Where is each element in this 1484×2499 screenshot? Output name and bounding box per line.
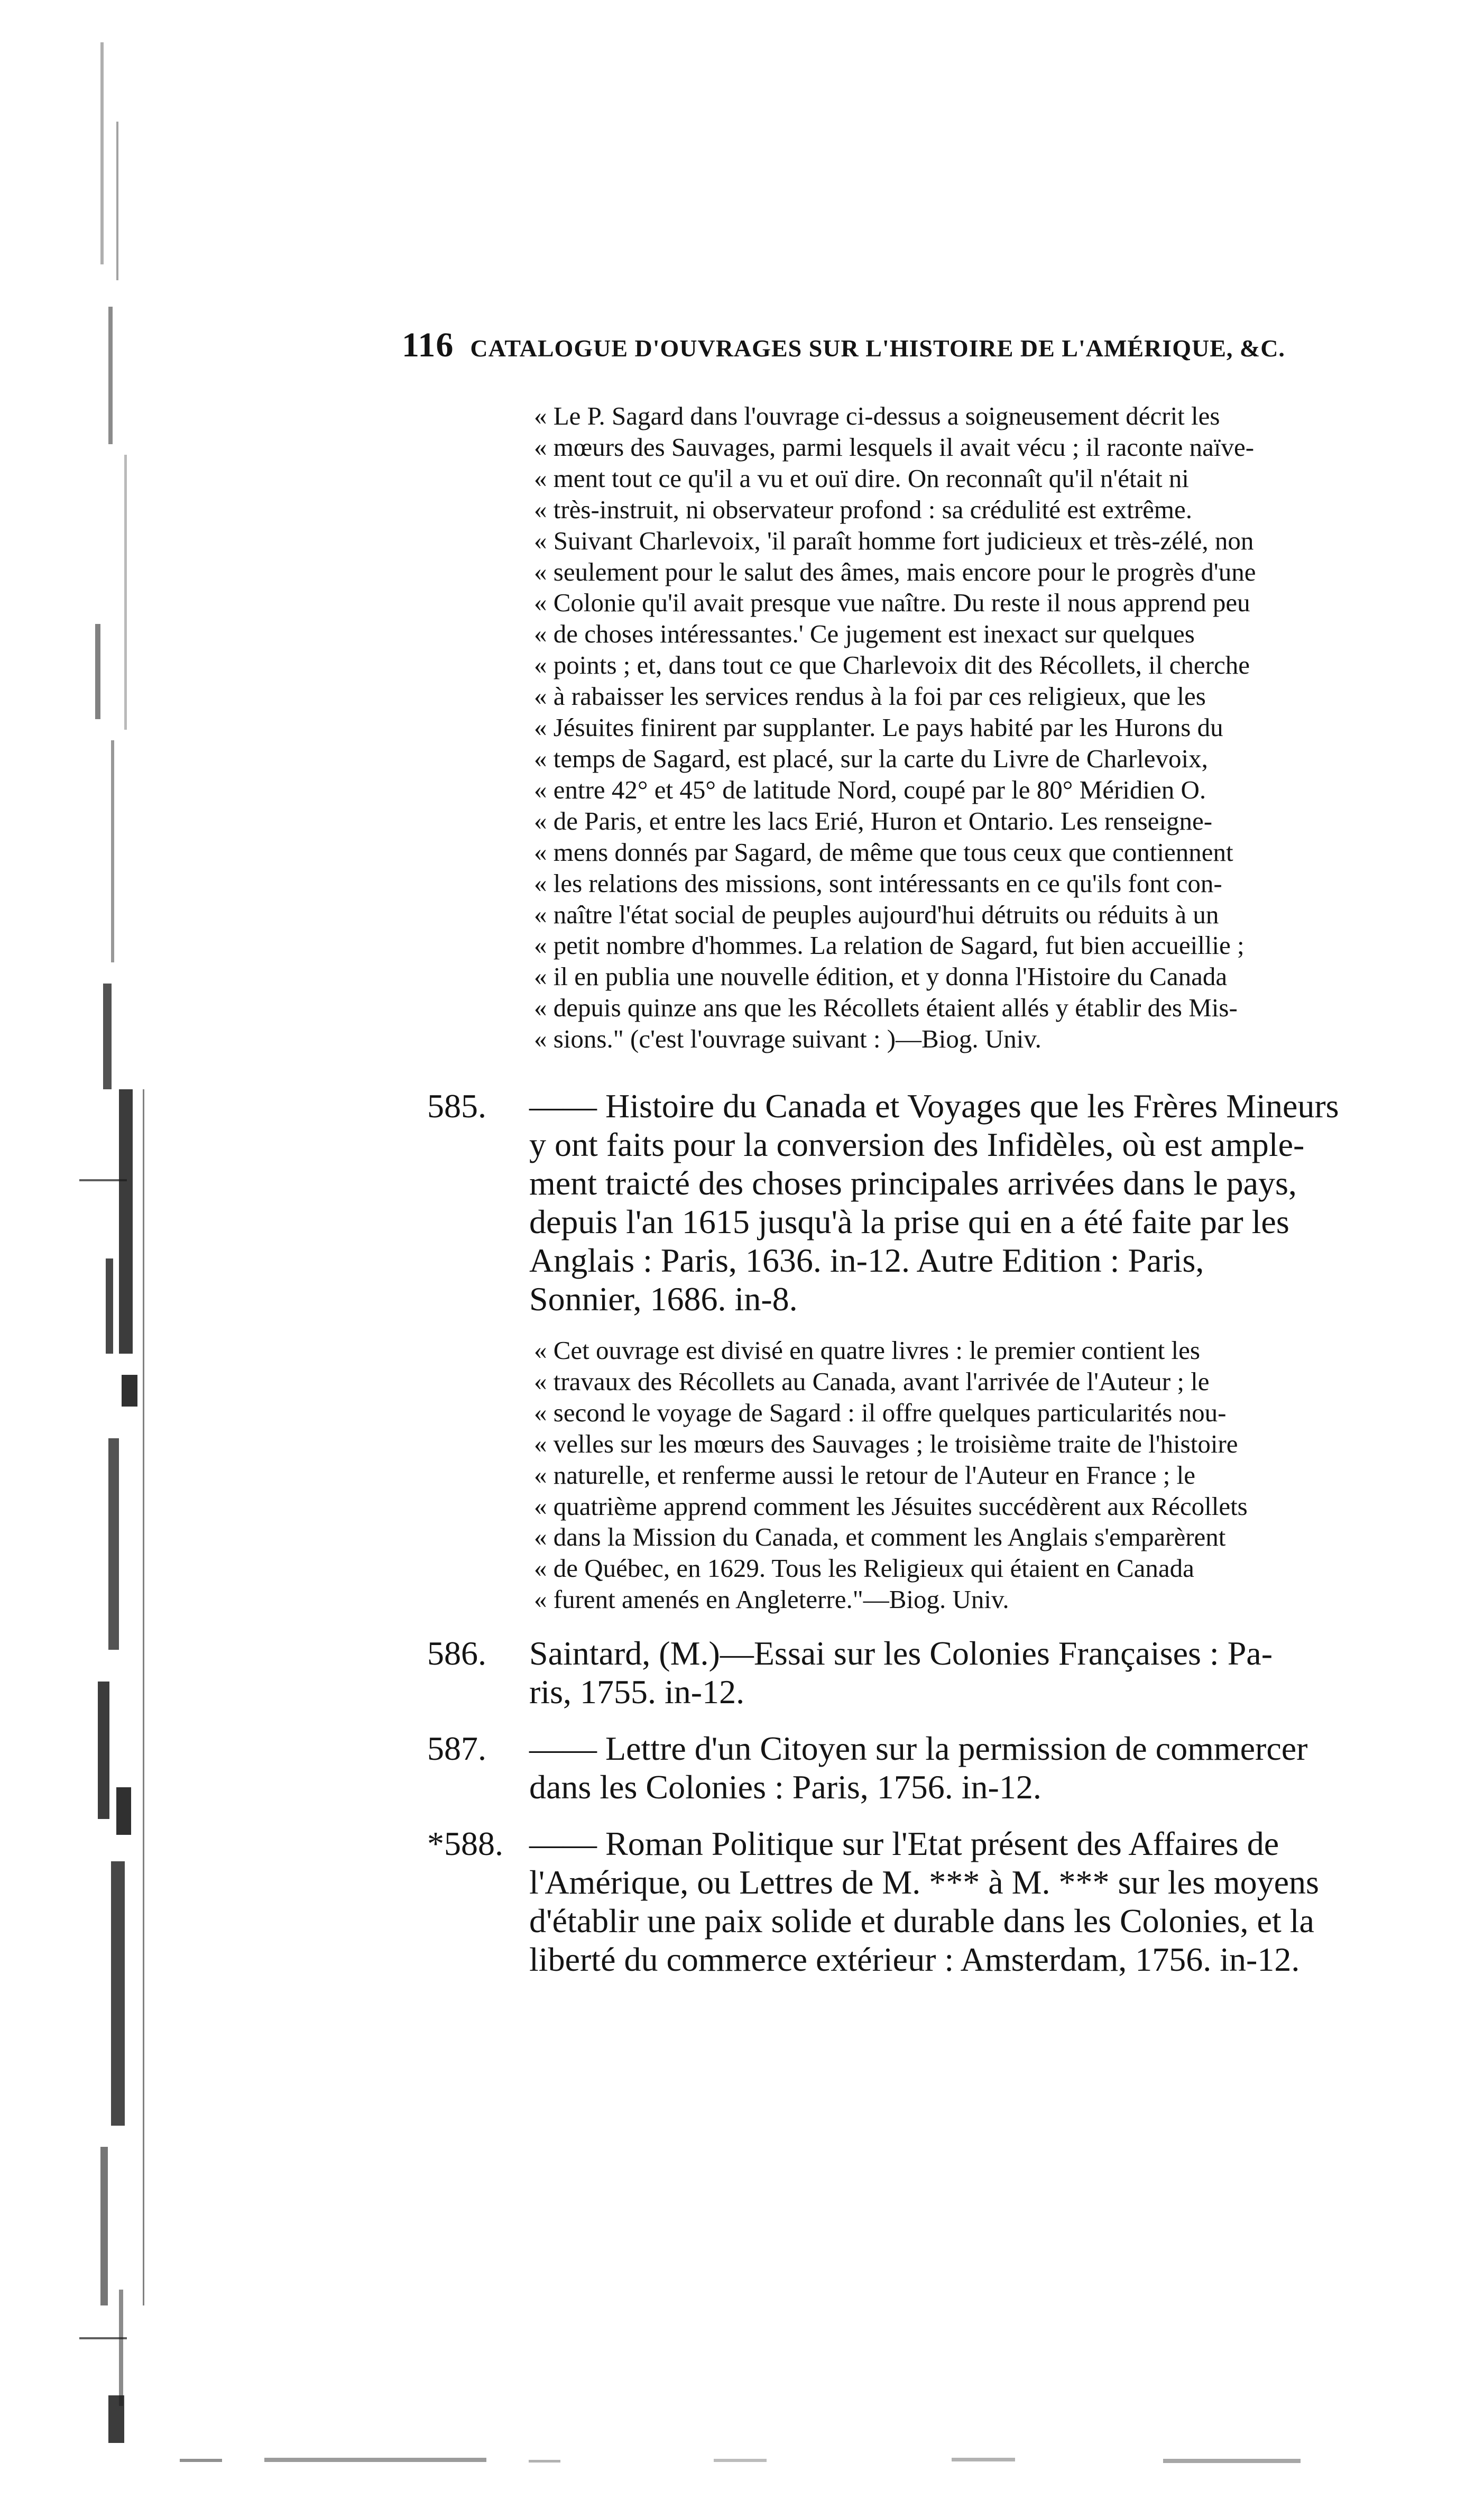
entry-text — [529, 1824, 1426, 1979]
quote-line: « travaux des Récollets au Canada, avant l'arrivée de l'Auteur ; le — [534, 1366, 1210, 1396]
entry-text — [529, 1729, 1426, 1806]
quote-line: « dans la Mission du Canada, et comment les Anglais s'emparèrent — [534, 1522, 1226, 1552]
entry-text — [529, 1087, 1426, 1318]
running-title: CATALOGUE D'OUVRAGES SUR L'HISTOIRE DE L'AMÉRIQUE, &C. — [470, 335, 1285, 362]
quote-line: « naître l'état social de peuples aujourd'hui détruits ou réduits à un — [534, 899, 1219, 929]
catalogue-entry-585 — [427, 1087, 1426, 1318]
quote-line: « depuis quinze ans que les Récollets étaient allés y établir des Mis- — [534, 993, 1238, 1023]
quote-line: « Suivant Charlevoix, 'il paraît homme fort judicieux et très-zélé, non — [534, 526, 1254, 555]
quote-line: « Cet ouvrage est divisé en quatre livres : le premier contient les — [534, 1336, 1200, 1365]
bottom-scan-smudge — [159, 2443, 1454, 2475]
quote-line: « points ; et, dans tout ce que Charlevoix dit des Récollets, il cherche — [534, 650, 1250, 680]
quote-line: « Jésuites finirent par supplanter. Le pays habité par les Hurons du — [534, 713, 1223, 742]
quote-line: « second le voyage de Sagard : il offre quelques particularités nou- — [534, 1398, 1227, 1427]
quote-line: « furent amenés en Angleterre."—Biog. Univ. — [534, 1585, 1009, 1614]
quotation-sagard-biography — [534, 401, 1425, 1055]
quote-line: « Le P. Sagard dans l'ouvrage ci-dessus a soigneusement décrit les — [534, 401, 1220, 430]
entry-line: —— Histoire du Canada et Voyages que les Frères Mineurs — [529, 1087, 1339, 1125]
quote-line: « sions." (c'est l'ouvrage suivant : )—Biog. Univ. — [534, 1024, 1041, 1054]
entry-line: —— Lettre d'un Citoyen sur la permission de commercer — [529, 1730, 1308, 1767]
quote-line: « de Québec, en 1629. Tous les Religieux qui étaient en Canada — [534, 1554, 1194, 1583]
entry-line: Saintard, (M.)—Essai sur les Colonies Françaises : Pa- — [529, 1634, 1273, 1672]
entry-line: Sonnier, 1686. in-8. — [529, 1280, 798, 1318]
quote-line: « à rabaisser les services rendus à la foi par ces religieux, que les — [534, 682, 1206, 711]
entry-number: *588. — [427, 1825, 503, 1862]
catalogue-entry-586 — [427, 1634, 1426, 1711]
quote-line: « de Paris, et entre les lacs Erié, Huron et Ontario. Les renseigne- — [534, 806, 1213, 835]
quote-line: « entre 42° et 45° de latitude Nord, coupé par le 80° Méridien O. — [534, 775, 1206, 804]
entry-line: Anglais : Paris, 1636. in-12. Autre Edition : Paris, — [529, 1242, 1204, 1279]
quote-line: « mens donnés par Sagard, de même que tous ceux que contiennent — [534, 837, 1233, 867]
quote-line: « ment tout ce qu'il a vu et ouï dire. On reconnaît qu'il n'était ni — [534, 463, 1189, 493]
entry-line: depuis l'an 1615 jusqu'à la prise qui en a été faite par les — [529, 1203, 1289, 1241]
entry-line: d'établir une paix solide et durable dans les Colonies, et la — [529, 1902, 1314, 1940]
entry-text — [529, 1634, 1426, 1711]
entry-line: liberté du commerce extérieur : Amsterdam, 1756. in-12. — [529, 1941, 1300, 1978]
quote-line: « Colonie qu'il avait presque vue naître. Du reste il nous apprend peu — [534, 588, 1250, 618]
quote-line: « naturelle, et renferme aussi le retour de l'Auteur en France ; le — [534, 1460, 1195, 1490]
quote-line: « velles sur les mœurs des Sauvages ; le troisième traite de l'histoire — [534, 1429, 1238, 1458]
catalogue-entry-588 — [427, 1824, 1426, 1979]
entry-number: 586. — [427, 1634, 486, 1672]
quote-line: « il en publia une nouvelle édition, et y donna l'Histoire du Canada — [534, 962, 1228, 991]
entry-line: l'Amérique, ou Lettres de M. *** à M. *** sur les moyens — [529, 1863, 1319, 1901]
entry-line: —— Roman Politique sur l'Etat présent des Affaires de — [529, 1825, 1279, 1862]
quote-line: « petit nombre d'hommes. La relation de Sagard, fut bien accueillie ; — [534, 931, 1245, 960]
entry-line: dans les Colonies : Paris, 1756. in-12. — [529, 1768, 1041, 1806]
quote-line: « quatrième apprend comment les Jésuites succédèrent aux Récollets — [534, 1491, 1248, 1521]
entry-line: y ont faits pour la conversion des Infidèles, où est ample- — [529, 1126, 1305, 1163]
entry-line: ment traicté des choses principales arrivées dans le pays, — [529, 1164, 1297, 1202]
quote-line: « temps de Sagard, est placé, sur la carte du Livre de Charlevoix, — [534, 743, 1208, 773]
quote-line: « les relations des missions, sont intéressants en ce qu'ils font con- — [534, 868, 1222, 898]
page-number: 116 — [402, 326, 454, 364]
quote-line: « de choses intéressantes.' Ce jugement est inexact sur quelques — [534, 619, 1195, 649]
entry-number: 587. — [427, 1730, 486, 1767]
entry-line: ris, 1755. in-12. — [529, 1673, 745, 1711]
quotation-histoire-du-canada — [534, 1335, 1425, 1615]
running-header — [402, 325, 1433, 373]
scan-edge-artifact — [79, 42, 185, 2454]
entry-number: 585. — [427, 1087, 486, 1125]
quote-line: « mœurs des Sauvages, parmi lesquels il avait vécu ; il raconte naïve- — [534, 432, 1255, 462]
quote-line: « seulement pour le salut des âmes, mais encore pour le progrès d'une — [534, 557, 1256, 586]
quote-line: « très-instruit, ni observateur profond : sa crédulité est extrême. — [534, 494, 1193, 524]
catalogue-entry-587 — [427, 1729, 1426, 1806]
